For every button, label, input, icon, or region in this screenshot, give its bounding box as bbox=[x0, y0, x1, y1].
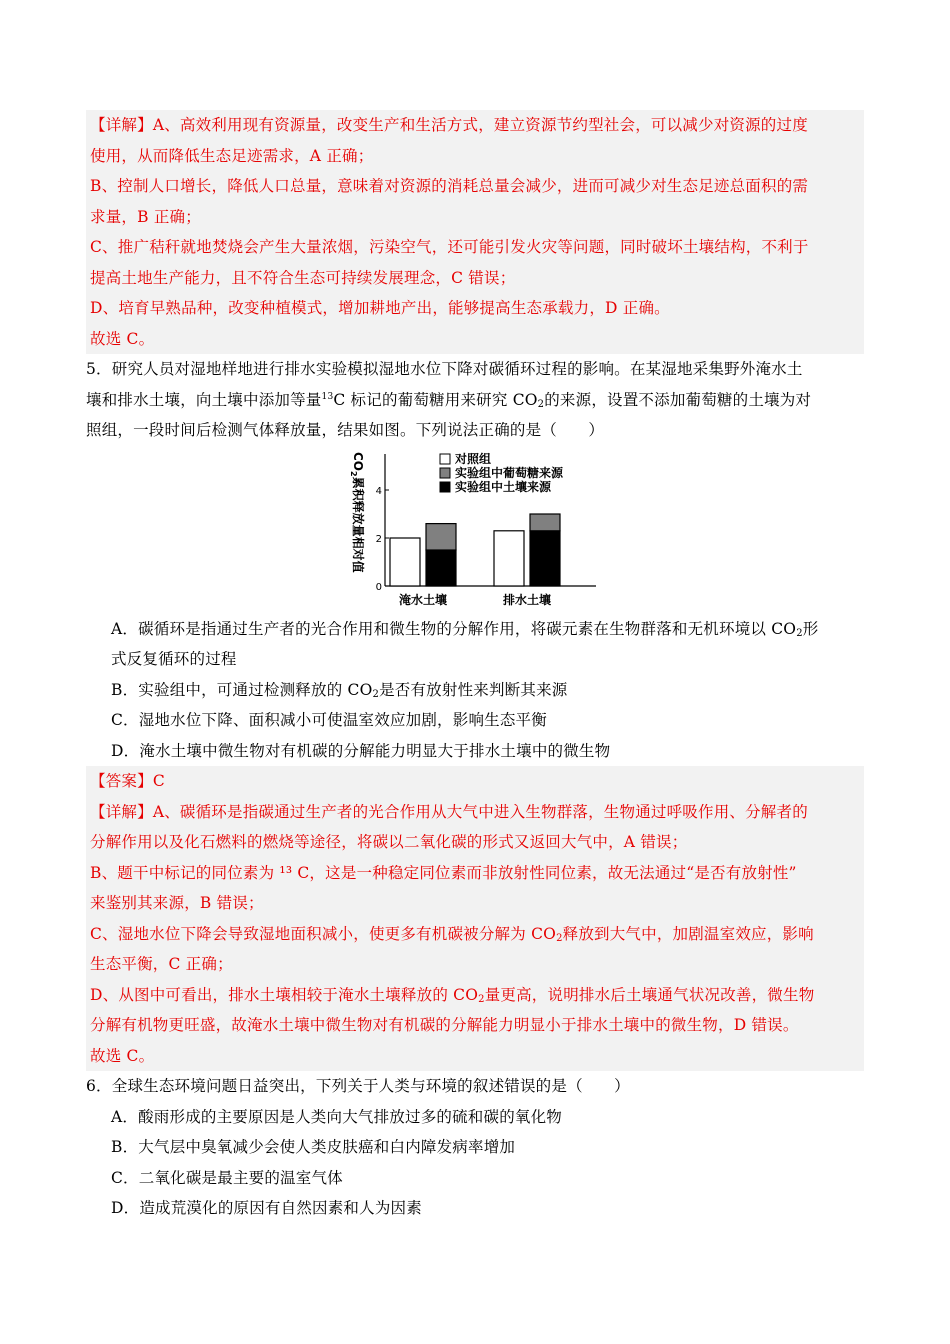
explanation-line bbox=[90, 919, 860, 950]
legend-swatch bbox=[440, 468, 450, 478]
document-page bbox=[86, 110, 864, 1224]
answer-value: C bbox=[152, 772, 165, 790]
subscript: 2 bbox=[478, 993, 485, 1005]
category-label: 排水土壤 bbox=[502, 592, 552, 607]
detail-tag: 【详解】 bbox=[90, 116, 153, 134]
explanation-line bbox=[90, 110, 860, 141]
explanation-line: 来鉴别其来源，B 错误； bbox=[90, 894, 264, 912]
text: 释放到大气中，加剧温室效应，影响 bbox=[562, 924, 814, 943]
option-a-continued: 式反复循环的过程 bbox=[111, 650, 237, 668]
legend-label: 实验组中葡萄糖来源 bbox=[455, 465, 564, 480]
y-tick-label: 2 bbox=[375, 533, 382, 545]
bar-soil-source bbox=[530, 530, 560, 585]
explanation-block-q4 bbox=[86, 110, 864, 354]
bar-glucose-source bbox=[426, 523, 456, 549]
option-c[interactable]: C．湿地水位下降、面积减小可使温室效应加剧，影响生态平衡 bbox=[111, 711, 547, 729]
text: 量更高，说明排水后土壤通气状况改善，微生物 bbox=[484, 985, 815, 1004]
text: 是否有放射性来判断其来源 bbox=[379, 680, 568, 699]
text: 壤和排水土壤，向土壤中添加等量 bbox=[86, 390, 322, 409]
chart-svg bbox=[348, 446, 648, 614]
legend-swatch bbox=[440, 454, 450, 464]
explanation-line: D、培育早熟品种，改变种植模式，增加耕地产出，能够提高生态承载力，D 正确。 bbox=[90, 299, 670, 317]
question-stem-line: 5．研究人员对湿地样地进行排水实验模拟湿地水位下降对碳循环过程的影响。在某湿地采集野外淹水土 bbox=[86, 360, 803, 378]
subscript: 2 bbox=[556, 932, 563, 944]
superscript: 13 bbox=[321, 391, 334, 402]
option-d[interactable]: D．淹水土壤中微生物对有机碳的分解能力明显大于排水土壤中的微生物 bbox=[111, 741, 611, 760]
y-axis-label: $CO_2$累积释放量相对值 bbox=[349, 451, 365, 573]
question-stem-line bbox=[86, 385, 864, 416]
text: B．实验组中，可通过检测释放的 CO bbox=[111, 680, 373, 699]
option-c[interactable]: C．二氧化碳是最主要的温室气体 bbox=[111, 1168, 343, 1187]
y-tick-label: 0 bbox=[375, 581, 382, 593]
bar-chart bbox=[348, 446, 864, 614]
subscript: 2 bbox=[372, 688, 380, 700]
bar-control bbox=[494, 530, 524, 585]
bar-soil-source bbox=[426, 550, 456, 586]
detail-tag: 【详解】 bbox=[90, 802, 153, 821]
text: A．碳循环是指通过生产者的光合作用和微生物的分解作用，将碳元素在生物群落和无机环境以 CO bbox=[111, 619, 797, 638]
conclusion-line: 故选 C。 bbox=[90, 329, 155, 348]
question-5 bbox=[86, 354, 864, 766]
text: D、从图中可看出，排水土壤相较于淹水土壤释放的 CO bbox=[90, 985, 479, 1004]
explanation-line: 使用，从而降低生态足迹需求，A 正确； bbox=[90, 146, 374, 165]
question-stem-line: 照组，一段时间后检测气体释放量，结果如图。下列说法正确的是（ ） bbox=[86, 421, 605, 439]
explanation-line bbox=[90, 797, 860, 828]
category-label: 淹水土壤 bbox=[398, 592, 448, 607]
answer-tag: 【答案】 bbox=[90, 772, 153, 790]
text: 的来源，设置不添加葡萄糖的土壤为对 bbox=[544, 390, 812, 409]
text: C 标记的葡萄糖用来研究 CO bbox=[333, 390, 538, 409]
explanation-line: B、控制人口增长，降低人口总量，意味着对资源的消耗总量会减少，进而可减少对生态足迹总面积的需 bbox=[90, 177, 809, 195]
explanation-line: 生态平衡，C 正确； bbox=[90, 955, 233, 973]
explanation-line: 提高土地生产能力，且不符合生态可持续发展理念，C 错误； bbox=[90, 268, 516, 287]
explanation-block-q5 bbox=[86, 766, 864, 1071]
y-tick-label: 4 bbox=[375, 485, 382, 497]
text: 形 bbox=[802, 619, 819, 638]
explanation-line: 分解有机物更旺盛，故淹水土壤中微生物对有机碳的分解能力明显小于排水土壤中的微生物，D 错误。 bbox=[90, 1016, 799, 1034]
explanation-line: 求量，B 正确； bbox=[90, 207, 201, 226]
legend-swatch bbox=[440, 482, 450, 492]
bar-glucose-source bbox=[530, 514, 560, 531]
line-text: A、碳循环是指碳通过生产者的光合作用从大气中进入生物群落，生物通过呼吸作用、分解者的 bbox=[152, 802, 808, 821]
option-a[interactable] bbox=[86, 614, 864, 645]
explanation-line: 分解作用以及化石燃料的燃烧等途径，将碳以二氧化碳的形式又返回大气中，A 错误； bbox=[90, 833, 688, 851]
option-b[interactable] bbox=[86, 675, 864, 706]
answer-line bbox=[90, 766, 860, 797]
conclusion-line: 故选 C。 bbox=[90, 1046, 155, 1065]
question-stem-line: 6．全球生态环境问题日益突出，下列关于人类与环境的叙述错误的是（ ） bbox=[86, 1077, 630, 1095]
legend-label: 实验组中土壤来源 bbox=[455, 479, 552, 494]
legend-label: 对照组 bbox=[455, 451, 492, 466]
option-b[interactable]: B．大气层中臭氧减少会使人类皮肤癌和白内障发病率增加 bbox=[111, 1138, 516, 1156]
text: C、湿地水位下降会导致湿地面积减小，使更多有机碳被分解为 CO bbox=[90, 924, 557, 943]
explanation-line bbox=[90, 980, 860, 1011]
line-text: A、高效利用现有资源量，改变生产和生活方式，建立资源节约型社会，可以减少对资源的过度 bbox=[152, 116, 808, 134]
explanation-line: B、题干中标记的同位素为 ¹³ C，这是一种稳定同位素而非放射性同位素，故无法通过“是否有放射性” bbox=[90, 863, 797, 882]
bar-control bbox=[390, 538, 420, 586]
subscript: 2 bbox=[796, 627, 803, 639]
option-d[interactable]: D．造成荒漠化的原因有自然因素和人为因素 bbox=[111, 1199, 422, 1217]
subscript: 2 bbox=[537, 398, 545, 410]
explanation-line: C、推广秸秆就地焚烧会产生大量浓烟，污染空气，还可能引发火灾等问题，同时破坏土壤结构，不利于 bbox=[90, 238, 809, 256]
question-6 bbox=[86, 1071, 864, 1224]
option-a[interactable]: A．酸雨形成的主要原因是人类向大气排放过多的硫和碳的氧化物 bbox=[111, 1107, 562, 1126]
